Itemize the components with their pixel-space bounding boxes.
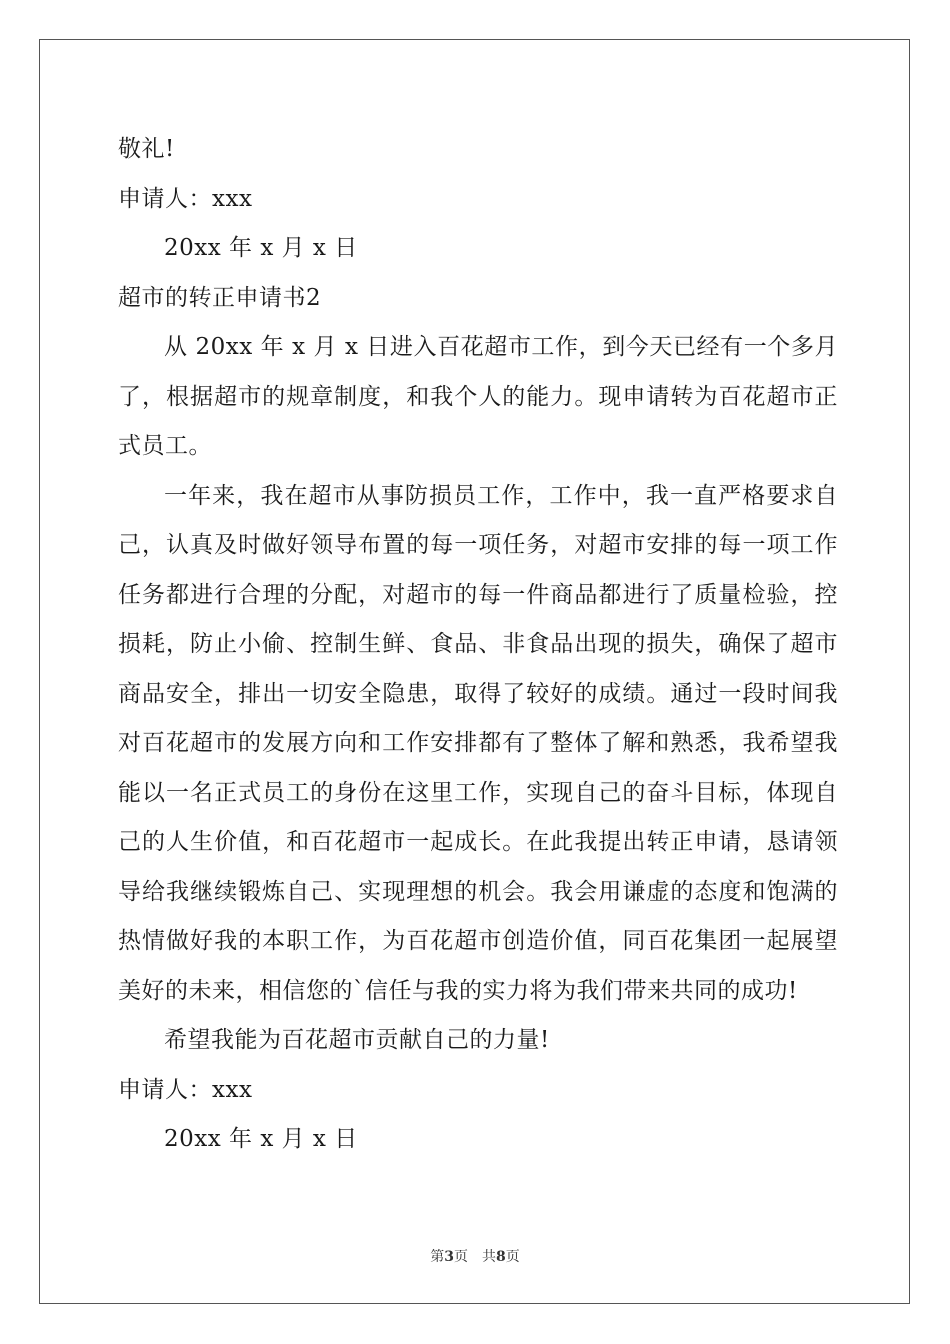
total-label-suffix: 页: [505, 1249, 520, 1265]
total-page-number: 8: [496, 1249, 506, 1265]
page-footer: [0, 1246, 950, 1266]
body-paragraph: 从 20xx 年 x 月 x 日进入百花超市工作，到今天已经有一个多月了，根据超市的规章制度，和我个人的能力。现申请转为百花超市正式员工。: [118, 334, 838, 459]
section-title: 超市的转正申请书2: [118, 284, 322, 311]
applicant-signature: 申请人：xxx: [118, 1076, 253, 1103]
current-page-number: 3: [444, 1249, 454, 1265]
total-label-prefix: 共: [482, 1249, 496, 1265]
body-paragraph: 一年来，我在超市从事防损员工作，工作中，我一直严格要求自己，认真及时做好领导布置的每一项任务，对超市安排的每一项工作任务都进行合理的分配，对超市的每一件商品都进行了质量检验，控损耗，防止小偷、控制生鲜、食品、非食品出现的损失，确保了超市商品安全，排出一切安全隐患，取得了较好的成绩。通过一段时间我对百花超市的发展方向和工作安排都有了整体了解和熟悉，我希望我能以一名正式员工的身份在这里工作，实现自己的奋斗目标，体现自己的人生价值，和百花超市一起成长。在此我提出转正申请，恳请领导给我继续锻炼自己、实现理想的机会。我会用谦虚的态度和饱满的热情做好我的本职工作，为百花超市创造价值，同百花集团一起展望美好的未来，相信您的`信任与我的实力将为我们带来共同的成功!: [118, 482, 838, 1004]
page-label-suffix: 页: [454, 1249, 468, 1265]
applicant-signature: 申请人：xxx: [118, 185, 253, 212]
document-body: [118, 125, 838, 1165]
page-label-prefix: 第: [430, 1249, 445, 1265]
body-paragraph: 希望我能为百花超市贡献自己的力量!: [164, 1027, 550, 1053]
application-date: 20xx 年 x 月 x 日: [164, 235, 358, 261]
closing-salutation: 敬礼!: [118, 136, 175, 162]
application-date: 20xx 年 x 月 x 日: [164, 1126, 358, 1152]
